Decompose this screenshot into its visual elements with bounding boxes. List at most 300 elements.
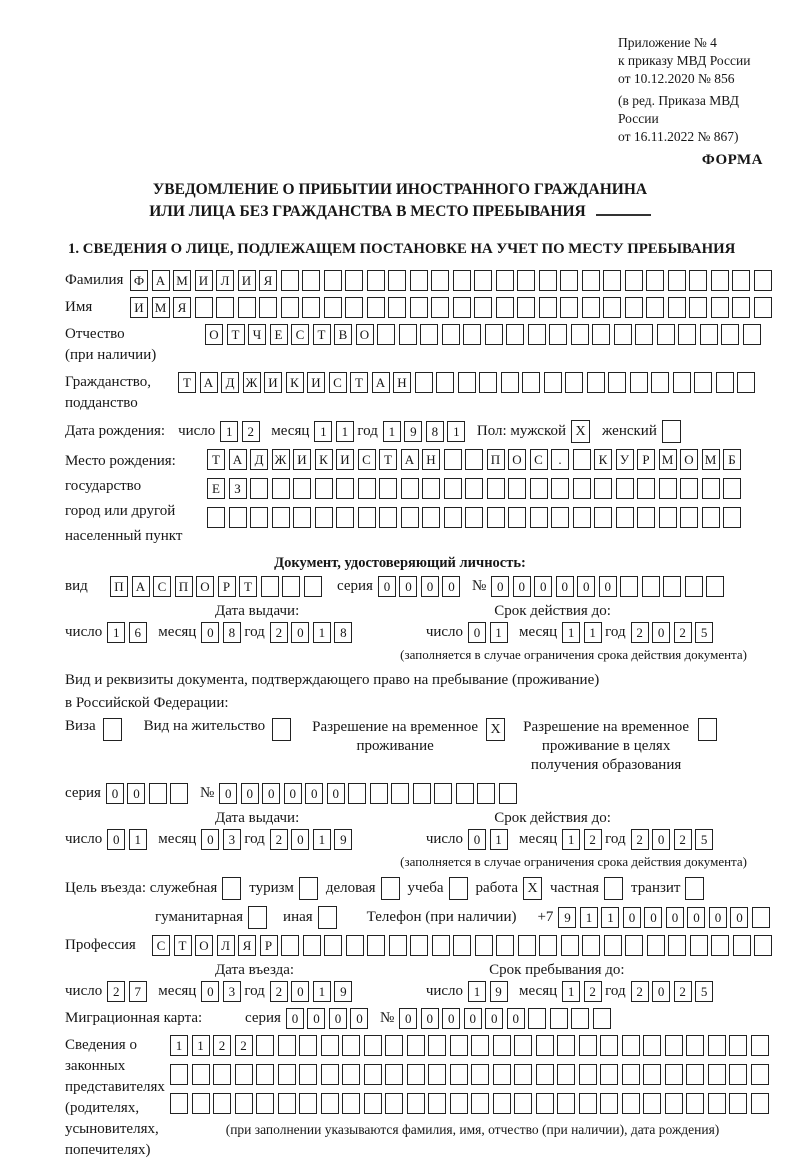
form-cell[interactable]: 2 (213, 1035, 231, 1056)
form-cell[interactable] (657, 324, 675, 345)
form-cell[interactable]: 1 (562, 981, 580, 1002)
form-cell[interactable]: С (329, 372, 347, 393)
form-cell[interactable] (557, 1035, 575, 1056)
form-cell[interactable]: 1 (129, 829, 147, 850)
form-cell[interactable]: 0 (399, 576, 417, 597)
form-cell[interactable] (594, 507, 612, 528)
form-cell[interactable] (668, 935, 686, 956)
form-cell[interactable]: И (307, 372, 325, 393)
form-cell[interactable] (680, 478, 698, 499)
form-cell[interactable]: В (334, 324, 352, 345)
form-cell[interactable]: 3 (223, 829, 241, 850)
form-cell[interactable] (465, 507, 483, 528)
form-cell[interactable]: 0 (577, 576, 595, 597)
private-checkbox[interactable] (604, 877, 623, 900)
form-cell[interactable] (522, 372, 540, 393)
form-cell[interactable]: Ж (243, 372, 261, 393)
form-cell[interactable] (342, 1035, 360, 1056)
form-cell[interactable] (711, 270, 729, 291)
form-cell[interactable]: 0 (468, 829, 486, 850)
form-cell[interactable] (551, 478, 569, 499)
form-cell[interactable]: К (286, 372, 304, 393)
male-checkbox[interactable]: X (571, 420, 590, 443)
form-cell[interactable] (616, 478, 634, 499)
form-cell[interactable] (216, 297, 234, 318)
form-cell[interactable] (358, 478, 376, 499)
form-cell[interactable] (711, 297, 729, 318)
form-cell[interactable] (413, 783, 431, 804)
form-cell[interactable] (702, 478, 720, 499)
form-cell[interactable] (278, 1035, 296, 1056)
form-cell[interactable] (501, 372, 519, 393)
form-cell[interactable]: 1 (490, 622, 508, 643)
form-cell[interactable]: 0 (127, 783, 145, 804)
form-cell[interactable]: 0 (421, 1008, 439, 1029)
form-cell[interactable] (315, 478, 333, 499)
form-cell[interactable] (549, 324, 567, 345)
form-cell[interactable]: 1 (313, 622, 331, 643)
form-cell[interactable] (539, 297, 557, 318)
form-cell[interactable] (506, 324, 524, 345)
form-cell[interactable] (238, 297, 256, 318)
form-cell[interactable]: 1 (192, 1035, 210, 1056)
form-cell[interactable] (229, 507, 247, 528)
form-cell[interactable] (620, 576, 638, 597)
form-cell[interactable] (690, 935, 708, 956)
form-cell[interactable] (551, 507, 569, 528)
form-cell[interactable] (299, 1035, 317, 1056)
form-cell[interactable] (410, 935, 428, 956)
form-cell[interactable] (721, 324, 739, 345)
form-cell[interactable] (496, 297, 514, 318)
form-cell[interactable] (293, 478, 311, 499)
form-cell[interactable]: М (152, 297, 170, 318)
form-cell[interactable] (625, 297, 643, 318)
form-cell[interactable] (453, 935, 471, 956)
form-cell[interactable]: Т (350, 372, 368, 393)
form-cell[interactable] (528, 324, 546, 345)
form-cell[interactable]: С (152, 935, 170, 956)
form-cell[interactable]: Я (259, 270, 277, 291)
form-cell[interactable]: 2 (631, 622, 649, 643)
form-cell[interactable]: 2 (674, 622, 692, 643)
form-cell[interactable] (659, 478, 677, 499)
form-cell[interactable] (560, 297, 578, 318)
form-cell[interactable]: 1 (601, 907, 619, 928)
form-cell[interactable]: 2 (584, 829, 602, 850)
form-cell[interactable] (278, 1093, 296, 1114)
visa-checkbox[interactable] (103, 718, 122, 741)
form-cell[interactable] (751, 1035, 769, 1056)
form-cell[interactable] (708, 1035, 726, 1056)
form-cell[interactable] (573, 478, 591, 499)
form-cell[interactable] (192, 1064, 210, 1085)
other-purpose-checkbox[interactable] (318, 906, 337, 929)
form-cell[interactable] (431, 297, 449, 318)
form-cell[interactable]: 5 (695, 981, 713, 1002)
form-cell[interactable] (659, 507, 677, 528)
form-cell[interactable] (493, 1093, 511, 1114)
form-cell[interactable] (733, 935, 751, 956)
form-cell[interactable] (573, 449, 591, 470)
form-cell[interactable]: Ж (272, 449, 290, 470)
form-cell[interactable] (444, 507, 462, 528)
form-cell[interactable] (471, 1035, 489, 1056)
form-cell[interactable]: Н (393, 372, 411, 393)
form-cell[interactable]: И (336, 449, 354, 470)
form-cell[interactable] (622, 1035, 640, 1056)
form-cell[interactable] (487, 507, 505, 528)
form-cell[interactable]: Л (216, 270, 234, 291)
form-cell[interactable] (450, 1093, 468, 1114)
form-cell[interactable]: И (293, 449, 311, 470)
form-cell[interactable] (579, 1064, 597, 1085)
study-checkbox[interactable] (449, 877, 468, 900)
form-cell[interactable] (594, 478, 612, 499)
form-cell[interactable]: Е (270, 324, 288, 345)
form-cell[interactable]: 3 (223, 981, 241, 1002)
form-cell[interactable]: 1 (220, 421, 238, 442)
form-cell[interactable]: М (173, 270, 191, 291)
form-cell[interactable]: 0 (556, 576, 574, 597)
form-cell[interactable] (299, 1064, 317, 1085)
form-cell[interactable] (622, 1064, 640, 1085)
form-cell[interactable]: 7 (129, 981, 147, 1002)
form-cell[interactable]: 2 (242, 421, 260, 442)
form-cell[interactable]: Ч (248, 324, 266, 345)
form-cell[interactable] (737, 372, 755, 393)
form-cell[interactable] (324, 297, 342, 318)
form-cell[interactable] (508, 507, 526, 528)
form-cell[interactable]: О (356, 324, 374, 345)
form-cell[interactable] (706, 576, 724, 597)
form-cell[interactable] (432, 935, 450, 956)
form-cell[interactable] (729, 1035, 747, 1056)
form-cell[interactable]: 0 (534, 576, 552, 597)
form-cell[interactable]: 2 (270, 981, 288, 1002)
form-cell[interactable] (293, 507, 311, 528)
form-cell[interactable] (379, 478, 397, 499)
form-cell[interactable] (235, 1093, 253, 1114)
business-checkbox[interactable] (381, 877, 400, 900)
form-cell[interactable] (391, 783, 409, 804)
form-cell[interactable] (493, 1035, 511, 1056)
form-cell[interactable] (477, 783, 495, 804)
form-cell[interactable]: 0 (623, 907, 641, 928)
form-cell[interactable] (453, 297, 471, 318)
form-cell[interactable]: 1 (584, 622, 602, 643)
form-cell[interactable] (401, 478, 419, 499)
form-cell[interactable] (434, 783, 452, 804)
form-cell[interactable] (370, 783, 388, 804)
form-cell[interactable] (428, 1035, 446, 1056)
form-cell[interactable] (496, 935, 514, 956)
form-cell[interactable]: 5 (695, 829, 713, 850)
form-cell[interactable] (560, 270, 578, 291)
form-cell[interactable]: 0 (421, 576, 439, 597)
form-cell[interactable] (442, 324, 460, 345)
form-cell[interactable]: 0 (709, 907, 727, 928)
form-cell[interactable]: . (551, 449, 569, 470)
form-cell[interactable] (321, 1035, 339, 1056)
temp-residence-edu-checkbox[interactable] (698, 718, 717, 741)
form-cell[interactable] (388, 270, 406, 291)
form-cell[interactable] (428, 1093, 446, 1114)
form-cell[interactable] (389, 935, 407, 956)
form-cell[interactable] (315, 507, 333, 528)
form-cell[interactable]: Е (207, 478, 225, 499)
form-cell[interactable]: С (530, 449, 548, 470)
form-cell[interactable]: М (702, 449, 720, 470)
form-cell[interactable] (637, 507, 655, 528)
form-cell[interactable] (517, 297, 535, 318)
form-cell[interactable]: 0 (442, 576, 460, 597)
form-cell[interactable] (600, 1035, 618, 1056)
form-cell[interactable] (385, 1035, 403, 1056)
form-cell[interactable] (388, 297, 406, 318)
form-cell[interactable] (407, 1093, 425, 1114)
form-cell[interactable] (732, 297, 750, 318)
form-cell[interactable] (561, 935, 579, 956)
form-cell[interactable] (643, 1064, 661, 1085)
form-cell[interactable] (420, 324, 438, 345)
form-cell[interactable]: О (196, 576, 214, 597)
form-cell[interactable]: Т (227, 324, 245, 345)
form-cell[interactable]: Р (637, 449, 655, 470)
form-cell[interactable] (336, 478, 354, 499)
form-cell[interactable]: 0 (284, 783, 302, 804)
form-cell[interactable] (410, 270, 428, 291)
form-cell[interactable]: 0 (687, 907, 705, 928)
form-cell[interactable]: 2 (631, 829, 649, 850)
form-cell[interactable] (192, 1093, 210, 1114)
form-cell[interactable] (281, 935, 299, 956)
form-cell[interactable] (471, 1093, 489, 1114)
form-cell[interactable] (479, 372, 497, 393)
form-cell[interactable] (646, 270, 664, 291)
form-cell[interactable] (582, 297, 600, 318)
form-cell[interactable] (458, 372, 476, 393)
form-cell[interactable] (485, 324, 503, 345)
form-cell[interactable]: 1 (336, 421, 354, 442)
form-cell[interactable] (600, 1064, 618, 1085)
form-cell[interactable] (348, 783, 366, 804)
form-cell[interactable]: 0 (262, 783, 280, 804)
form-cell[interactable]: 1 (107, 622, 125, 643)
form-cell[interactable] (514, 1093, 532, 1114)
form-cell[interactable]: 1 (562, 829, 580, 850)
form-cell[interactable]: 0 (644, 907, 662, 928)
form-cell[interactable]: О (508, 449, 526, 470)
form-cell[interactable] (345, 270, 363, 291)
form-cell[interactable]: 9 (558, 907, 576, 928)
form-cell[interactable] (422, 507, 440, 528)
form-cell[interactable] (367, 270, 385, 291)
form-cell[interactable] (385, 1093, 403, 1114)
form-cell[interactable]: 9 (334, 829, 352, 850)
form-cell[interactable]: А (401, 449, 419, 470)
form-cell[interactable] (170, 1093, 188, 1114)
form-cell[interactable] (431, 270, 449, 291)
form-cell[interactable] (410, 297, 428, 318)
form-cell[interactable] (364, 1064, 382, 1085)
form-cell[interactable]: А (152, 270, 170, 291)
female-checkbox[interactable] (662, 420, 681, 443)
form-cell[interactable] (299, 1093, 317, 1114)
form-cell[interactable] (573, 507, 591, 528)
form-cell[interactable] (475, 935, 493, 956)
form-cell[interactable] (465, 478, 483, 499)
form-cell[interactable]: 0 (652, 829, 670, 850)
form-cell[interactable] (600, 1093, 618, 1114)
form-cell[interactable]: 1 (468, 981, 486, 1002)
form-cell[interactable]: Н (422, 449, 440, 470)
form-cell[interactable] (752, 907, 770, 928)
form-cell[interactable] (517, 270, 535, 291)
form-cell[interactable]: К (315, 449, 333, 470)
form-cell[interactable] (450, 1064, 468, 1085)
form-cell[interactable]: И (130, 297, 148, 318)
form-cell[interactable] (401, 507, 419, 528)
form-cell[interactable]: Т (174, 935, 192, 956)
form-cell[interactable] (579, 1093, 597, 1114)
form-cell[interactable] (665, 1093, 683, 1114)
form-cell[interactable] (321, 1064, 339, 1085)
form-cell[interactable] (582, 935, 600, 956)
form-cell[interactable] (272, 478, 290, 499)
form-cell[interactable]: 1 (313, 829, 331, 850)
form-cell[interactable] (321, 1093, 339, 1114)
form-cell[interactable] (508, 478, 526, 499)
form-cell[interactable] (444, 478, 462, 499)
form-cell[interactable]: 0 (291, 829, 309, 850)
form-cell[interactable] (272, 507, 290, 528)
form-cell[interactable] (665, 1064, 683, 1085)
form-cell[interactable] (751, 1064, 769, 1085)
form-cell[interactable] (436, 372, 454, 393)
form-cell[interactable]: 2 (674, 981, 692, 1002)
form-cell[interactable] (603, 270, 621, 291)
form-cell[interactable] (281, 270, 299, 291)
temp-residence-checkbox[interactable]: X (486, 718, 505, 741)
form-cell[interactable] (514, 1064, 532, 1085)
form-cell[interactable] (729, 1093, 747, 1114)
form-cell[interactable] (571, 324, 589, 345)
form-cell[interactable] (557, 1093, 575, 1114)
form-cell[interactable] (593, 1008, 611, 1029)
form-cell[interactable]: И (264, 372, 282, 393)
form-cell[interactable]: 5 (695, 622, 713, 643)
form-cell[interactable]: Р (218, 576, 236, 597)
form-cell[interactable]: 0 (399, 1008, 417, 1029)
form-cell[interactable] (304, 576, 322, 597)
form-cell[interactable] (213, 1064, 231, 1085)
form-cell[interactable]: 0 (485, 1008, 503, 1029)
transit-checkbox[interactable] (685, 877, 704, 900)
form-cell[interactable]: 0 (219, 783, 237, 804)
form-cell[interactable] (700, 324, 718, 345)
form-cell[interactable]: 0 (201, 622, 219, 643)
form-cell[interactable]: 9 (404, 421, 422, 442)
form-cell[interactable] (487, 478, 505, 499)
form-cell[interactable]: 0 (513, 576, 531, 597)
form-cell[interactable]: П (175, 576, 193, 597)
form-cell[interactable] (444, 449, 462, 470)
form-cell[interactable]: 1 (490, 829, 508, 850)
form-cell[interactable] (324, 270, 342, 291)
form-cell[interactable] (608, 372, 626, 393)
form-cell[interactable] (622, 1093, 640, 1114)
form-cell[interactable] (635, 324, 653, 345)
form-cell[interactable]: И (195, 270, 213, 291)
form-cell[interactable]: С (153, 576, 171, 597)
form-cell[interactable]: 8 (426, 421, 444, 442)
form-cell[interactable] (346, 935, 364, 956)
form-cell[interactable]: О (195, 935, 213, 956)
form-cell[interactable] (514, 1035, 532, 1056)
form-cell[interactable] (646, 297, 664, 318)
form-cell[interactable] (723, 478, 741, 499)
form-cell[interactable]: 2 (631, 981, 649, 1002)
form-cell[interactable]: 0 (107, 829, 125, 850)
form-cell[interactable]: 8 (334, 622, 352, 643)
form-cell[interactable]: Т (379, 449, 397, 470)
form-cell[interactable]: А (132, 576, 150, 597)
form-cell[interactable] (261, 576, 279, 597)
form-cell[interactable] (668, 297, 686, 318)
form-cell[interactable]: 0 (305, 783, 323, 804)
form-cell[interactable] (170, 1064, 188, 1085)
form-cell[interactable] (754, 270, 772, 291)
form-cell[interactable] (702, 507, 720, 528)
form-cell[interactable]: О (205, 324, 223, 345)
form-cell[interactable]: Т (239, 576, 257, 597)
form-cell[interactable] (539, 935, 557, 956)
form-cell[interactable]: М (659, 449, 677, 470)
form-cell[interactable] (358, 507, 376, 528)
form-cell[interactable]: 2 (674, 829, 692, 850)
form-cell[interactable]: Ф (130, 270, 148, 291)
form-cell[interactable] (342, 1064, 360, 1085)
form-cell[interactable]: 0 (201, 829, 219, 850)
form-cell[interactable] (367, 297, 385, 318)
form-cell[interactable] (678, 324, 696, 345)
form-cell[interactable] (673, 372, 691, 393)
form-cell[interactable]: 0 (291, 622, 309, 643)
form-cell[interactable] (643, 1035, 661, 1056)
form-cell[interactable]: С (291, 324, 309, 345)
form-cell[interactable]: И (238, 270, 256, 291)
form-cell[interactable] (751, 1093, 769, 1114)
form-cell[interactable]: 1 (562, 622, 580, 643)
form-cell[interactable] (536, 1093, 554, 1114)
form-cell[interactable] (499, 783, 517, 804)
form-cell[interactable]: 0 (507, 1008, 525, 1029)
work-checkbox[interactable]: X (523, 877, 542, 900)
form-cell[interactable]: А (200, 372, 218, 393)
form-cell[interactable]: К (594, 449, 612, 470)
form-cell[interactable]: 0 (329, 1008, 347, 1029)
form-cell[interactable]: 2 (584, 981, 602, 1002)
form-cell[interactable] (528, 1008, 546, 1029)
form-cell[interactable] (642, 576, 660, 597)
form-cell[interactable]: У (616, 449, 634, 470)
form-cell[interactable] (754, 297, 772, 318)
form-cell[interactable]: 0 (201, 981, 219, 1002)
form-cell[interactable] (379, 507, 397, 528)
form-cell[interactable]: 2 (235, 1035, 253, 1056)
form-cell[interactable] (539, 270, 557, 291)
